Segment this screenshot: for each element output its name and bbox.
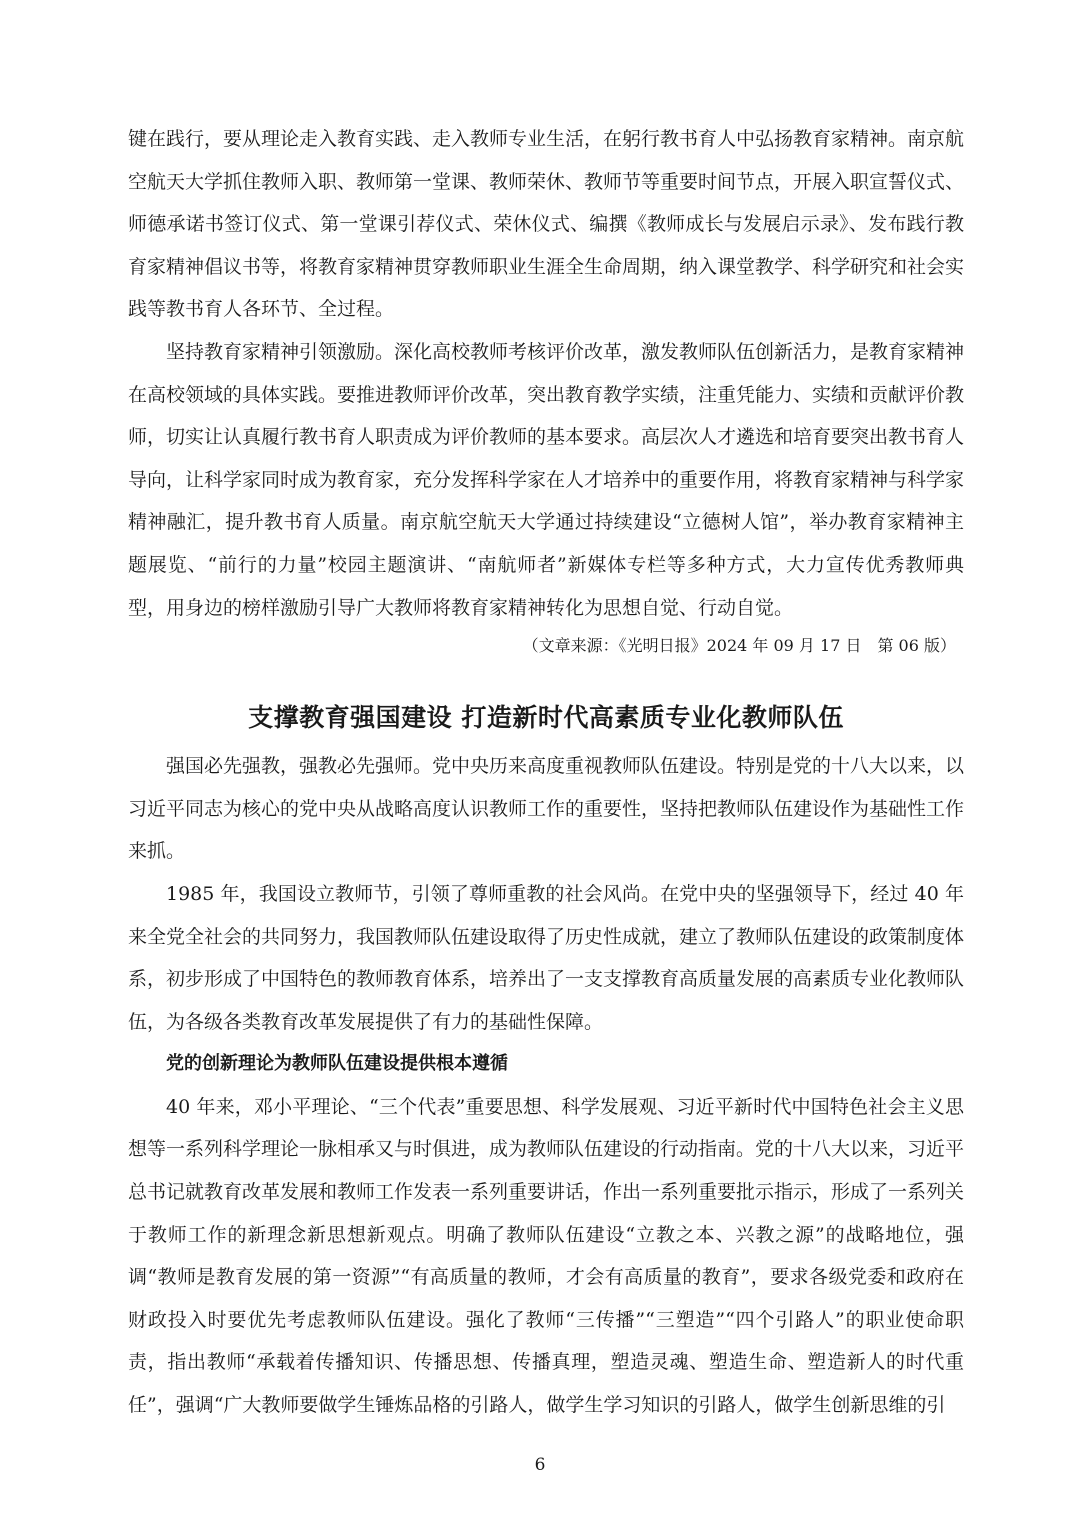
paragraph-theory: 40 年来，邓小平理论、“三个代表”重要思想、科学发展观、习近平新时代中国特色社会主义思想等一系列科学理论一脉相承又与时俱进，成为教师队伍建设的行动指南。党的十八大以来，习近平总书记就教育改革发展和教师工作发表一系列重要讲话，作出一系列重要批示指示，形成了一系列关于教师工作的新理念新思想新观点。明确了教师队伍建设“立教之本、兴教之源”的战略地位，强调“教师是教育发展的第一资源”“有高质量的教师，才会有高质量的教育”，要求各级党委和政府在财政投入时要优先考虑教师队伍建设。强化了教师“三传播”“三塑造”“四个引路人”的职业使命职责，指出教师“承载着传播知识、传播思想、传播真理，塑造灵魂、塑造生命、塑造新人的时代重任”，强调“广大教师要做学生锤炼品格的引路人，做学生学习知识的引路人，做学生创新思维的引 — [128, 1095, 965, 1417]
article-source-note: （文章来源：《光明日报》2024 年 09 月 17 日 第 06 版） — [522, 636, 956, 656]
paragraph-intro: 强国必先强教，强教必先强师。党中央历来高度重视教师队伍建设。特别是党的十八大以来，以习近平同志为核心的党中央从战略高度认识教师工作的重要性，坚持把教师队伍建设作为基础性工作来抓。 — [128, 755, 965, 863]
article-title: 支撑教育强国建设 打造新时代高素质专业化教师队伍 — [248, 703, 844, 733]
paragraph-continued: 键在践行，要从理论走入教育实践、走入教师专业生活，在躬行教书育人中弘扬教育家精神。南京航空航天大学抓住教师入职、教师第一堂课、教师荣休、教师节等重要时间节点，开展入职宣誓仪式、师德承诺书签订仪式、第一堂课引荐仪式、荣休仪式、编撰《教师成长与发展启示录》、发布践行教育家精神倡议书等，将教育家精神贯穿教师职业生涯全生命周期，纳入课堂教学、科学研究和社会实践等教书育人各环节、全过程。 — [128, 128, 965, 321]
paragraph-education-spirit: 坚持教育家精神引领激励。深化高校教师考核评价改革，激发教师队伍创新活力，是教育家精神在高校领域的具体实践。要推进教师评价改革，突出教育教学实绩，注重凭能力、实绩和贡献评价教师，切实让认真履行教书育人职责成为评价教师的基本要求。高层次人才遴选和培育要突出教书育人导向，让科学家同时成为教育家，充分发挥科学家在人才培养中的重要作用，将教育家精神与科学家精神融汇，提升教书育人质量。南京航空航天大学通过持续建设“立德树人馆”，举办教育家精神主题展览、“前行的力量”校园主题演讲、“南航师者”新媒体专栏等多种方式，大力宣传优秀教师典型，用身边的榜样激励引导广大教师将教育家精神转化为思想自觉、行动自觉。 — [128, 340, 965, 619]
document-body — [128, 118, 964, 1427]
section-subheading: 党的创新理论为教师队伍建设提供根本遵循 — [166, 1053, 508, 1075]
page-number: 6 — [534, 1455, 546, 1475]
paragraph-teachers-day: 1985 年，我国设立教师节，引领了尊师重教的社会风尚。在党中央的坚强领导下，经过 40 年来全党全社会的共同努力，我国教师队伍建设取得了历史性成就，建立了教师队伍建设的政策制度体系，初步形成了中国特色的教师教育体系，培养出了一支支撑教育高质量发展的高素质专业化教师队伍，为各级各类教育改革发展提供了有力的基础性保障。 — [128, 882, 965, 1033]
